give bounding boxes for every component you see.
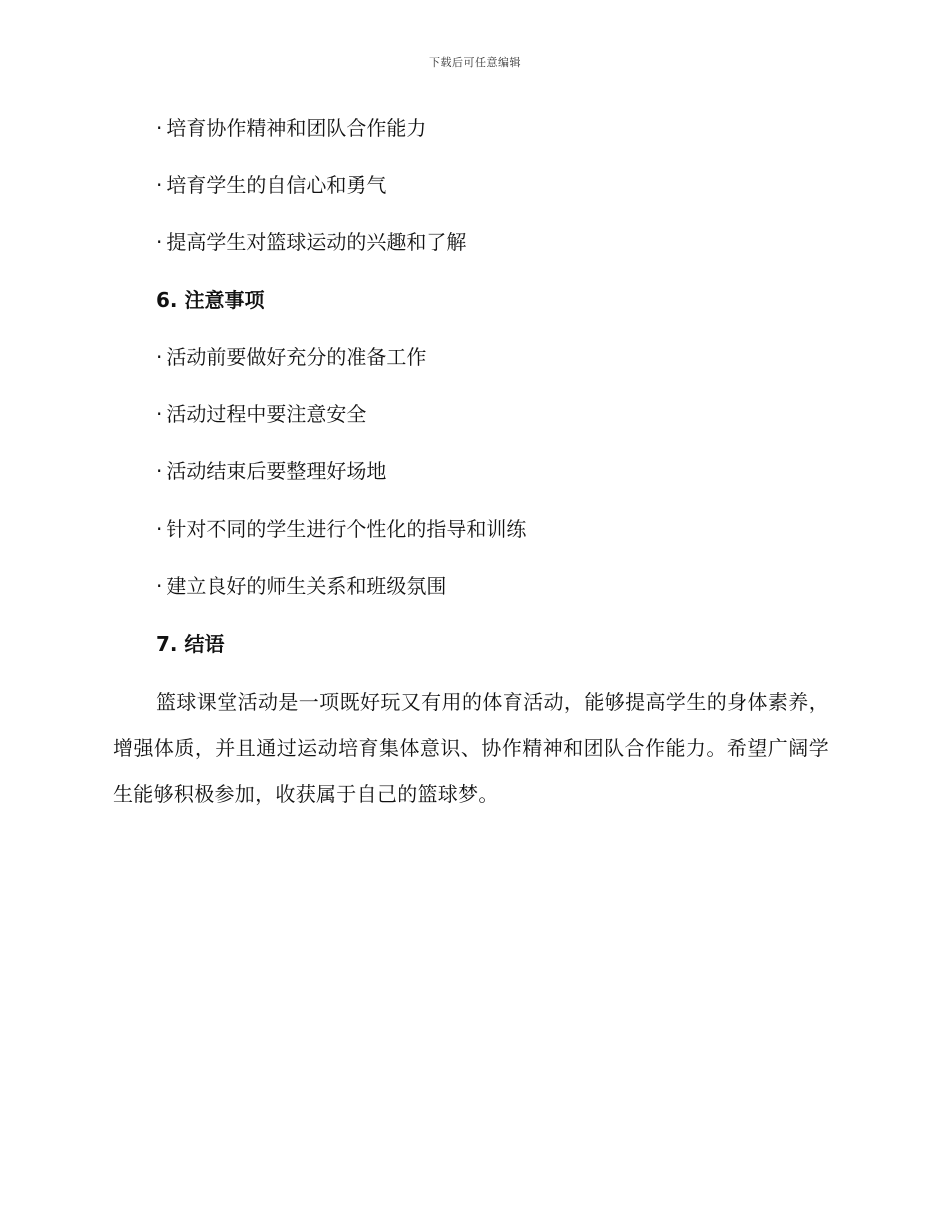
- bullet-marker: ·: [156, 517, 163, 541]
- list-item: [156, 114, 426, 142]
- list-item: [156, 515, 526, 543]
- list-item-text: 建立良好的师生关系和班级氛围: [166, 574, 447, 598]
- bullet-marker: ·: [156, 459, 163, 483]
- list-item: [156, 228, 466, 256]
- list-item: [156, 572, 446, 600]
- list-item-text: 活动结束后要整理好场地: [166, 459, 387, 483]
- list-item-text: 培育协作精神和团队合作能力: [166, 116, 427, 140]
- list-item-text: 活动前要做好充分的准备工作: [166, 345, 427, 369]
- page-header: 下载后可任意编辑: [429, 56, 521, 69]
- bullet-marker: ·: [156, 345, 163, 369]
- list-item-text: 活动过程中要注意安全: [166, 402, 367, 426]
- bullet-marker: ·: [156, 574, 163, 598]
- list-item: [156, 457, 386, 485]
- list-item: [156, 343, 426, 371]
- bullet-marker: ·: [156, 230, 163, 254]
- list-item: [156, 400, 366, 428]
- list-item-text: 培育学生的自信心和勇气: [166, 173, 387, 197]
- bullet-marker: ·: [156, 173, 163, 197]
- list-item-text: 针对不同的学生进行个性化的指导和训练: [166, 517, 527, 541]
- bullet-marker: ·: [156, 402, 163, 426]
- list-item: [156, 171, 386, 199]
- section-heading-6: 6. 注意事项: [156, 288, 265, 312]
- list-item-text: 提高学生对篮球运动的兴趣和了解: [166, 230, 467, 254]
- conclusion-paragraph: 篮球课堂活动是一项既好玩又有用的体育活动，能够提高学生的身体素养，增强体质，并且通过运动培育集体意识、协作精神和团队合作能力。希望广阔学生能够积极参加，收获属于自己的篮球梦。: [113, 690, 829, 806]
- bullet-marker: ·: [156, 116, 163, 140]
- section-heading-7: 7. 结语: [156, 632, 225, 656]
